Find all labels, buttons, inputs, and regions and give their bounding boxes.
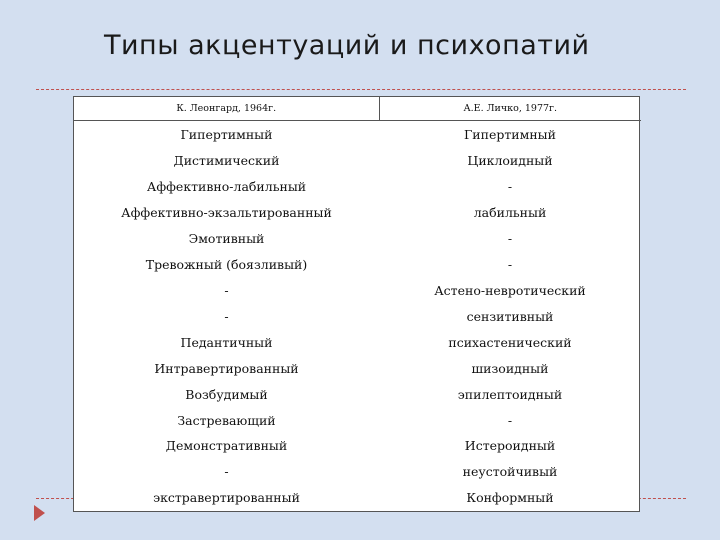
- table-row: [74, 225, 641, 251]
- table-row: [74, 381, 641, 407]
- leonhard-type-cell: Возбудимый: [185, 386, 268, 402]
- leonhard-type-cell: -: [224, 282, 229, 298]
- header-cell-lichko: А.Е. Личко, 1977г.: [379, 97, 641, 121]
- leonhard-type-cell: -: [224, 464, 229, 480]
- table-row: [74, 173, 641, 199]
- lichko-type-cell: -: [507, 412, 513, 428]
- lichko-type-cell: психастенический: [448, 334, 572, 350]
- leonhard-type-cell: Аффективно-лабильный: [146, 178, 307, 194]
- lichko-type-cell: лабильный: [473, 204, 547, 220]
- table-row: [74, 329, 641, 355]
- table-row: [74, 199, 641, 225]
- table-row: [74, 277, 641, 303]
- lichko-type-cell: -: [507, 230, 513, 246]
- leonhard-type-cell: Аффективно-экзальтированный: [121, 204, 332, 220]
- lichko-type-cell: -: [507, 178, 513, 194]
- lichko-type-cell: неустойчивый: [462, 464, 558, 480]
- top-dashed-divider: [36, 89, 686, 90]
- table-row: [74, 147, 641, 173]
- lichko-type-cell: Гипертимный: [464, 126, 556, 142]
- comparison-table: [73, 96, 640, 512]
- leonhard-type-cell: -: [224, 308, 229, 324]
- lichko-type-cell: сензитивный: [466, 308, 554, 324]
- leonhard-type-cell: Демонстративный: [165, 438, 288, 454]
- lichko-type-cell: -: [507, 256, 513, 272]
- table-row: [74, 433, 641, 459]
- lichko-type-cell: Истероидный: [464, 438, 556, 454]
- table-row: [74, 407, 641, 433]
- lichko-type-cell: Астено-невротический: [434, 282, 586, 298]
- table-header-row: [74, 97, 641, 121]
- leonhard-type-cell: экстравертированный: [153, 490, 300, 506]
- header-cell-leonhard: К. Леонгард, 1964г.: [74, 97, 379, 121]
- table-row: [74, 485, 641, 511]
- lichko-type-cell: эпилептоидный: [457, 386, 563, 402]
- table-row: [74, 459, 641, 485]
- leonhard-type-cell: Педантичный: [180, 334, 273, 350]
- play-triangle-icon[interactable]: [34, 505, 45, 521]
- leonhard-type-cell: Интравертированный: [154, 360, 299, 376]
- lichko-type-cell: шизоидный: [471, 360, 549, 376]
- leonhard-type-cell: Гипертимный: [180, 126, 273, 142]
- lichko-type-cell: Циклоидный: [467, 152, 553, 168]
- leonhard-type-cell: Тревожный (боязливый): [145, 256, 308, 272]
- lichko-type-cell: Конформный: [466, 490, 554, 506]
- leonhard-type-cell: Эмотивный: [188, 230, 265, 246]
- leonhard-type-cell: Дистимический: [173, 152, 280, 168]
- table-row: [74, 355, 641, 381]
- slide-title: Типы акцентуаций и психопатий: [104, 30, 590, 61]
- leonhard-type-cell: Застревающий: [177, 412, 276, 428]
- table-row: [74, 303, 641, 329]
- table-row: [74, 121, 641, 148]
- table-row: [74, 251, 641, 277]
